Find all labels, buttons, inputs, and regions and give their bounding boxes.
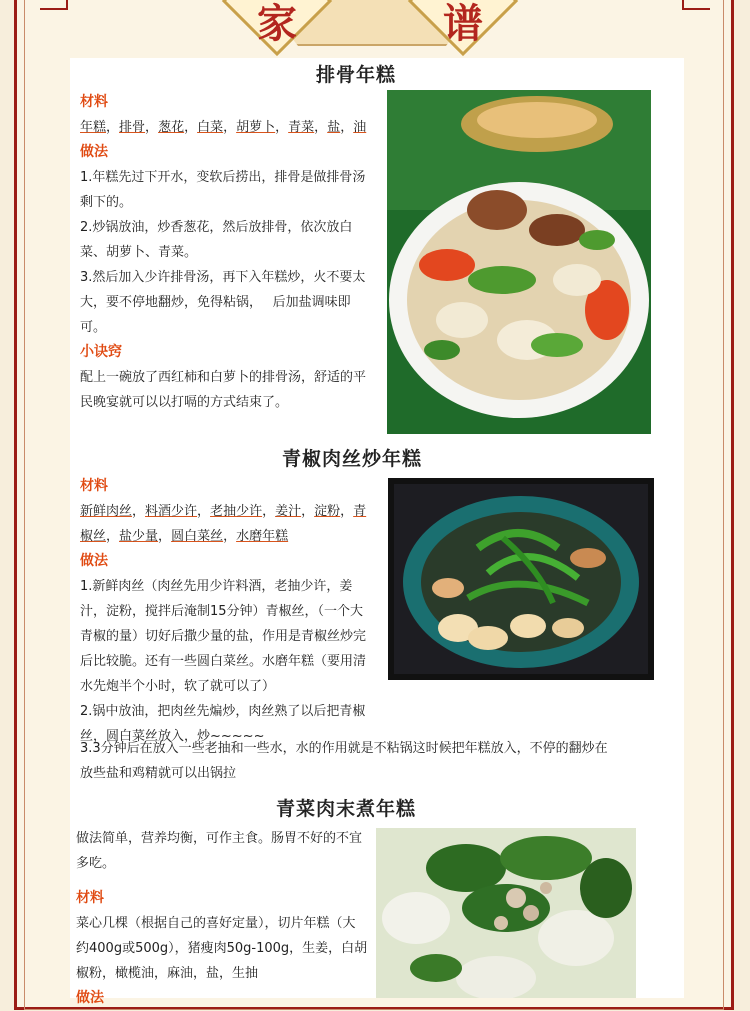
ingredient-item: 姜汁 [275,504,302,519]
method-heading: 做法 [80,144,108,160]
ingredient-item: 老抽少许 [210,504,263,519]
recipe-title: 青椒肉丝炒年糕 [282,448,423,470]
recipe-card-2 [70,438,684,788]
tip-text: 配上一碗放了西红柿和白萝卜的排骨汤，舒适的平民晚宴就可以以打嗝的方式结束了。 [80,370,367,410]
ingredient-separator: ， [158,529,172,544]
ingredient-separator: ， [275,120,289,135]
ingredients-list [80,499,376,549]
recipe-title: 青菜肉末煮年糕 [276,798,417,820]
ingredient-item: 白菜 [197,120,224,135]
ingredient-separator: ， [132,504,146,519]
ingredient-separator: ， [314,120,328,135]
ingredient-item: 新鲜肉丝 [80,504,133,519]
step-2: 2.锅中放油，把肉丝先煸炒，肉丝熟了以后把青椒丝，圆白菜丝放入，炒~~~~~ [80,704,366,744]
frame-corner-ornament [682,0,710,10]
ingredient-item: 年糕 [80,120,107,135]
recipe-text [80,474,376,749]
ingredient-item: 盐少量 [119,529,159,544]
ingredient-separator: ， [184,120,198,135]
ingredient-separator: ， [106,120,120,135]
recipe-text-wide [80,736,620,786]
step-1: 1.年糕先过下开水，变软后捞出，排骨是做排骨汤剩下的。 [80,170,366,210]
tip-heading: 小诀窍 [80,344,122,360]
ingredient-separator: ， [340,504,354,519]
dish-photo-green-pepper-pork-rice-cake [388,478,654,680]
ingredient-separator: ， [197,504,211,519]
ingredient-item: 淀粉 [314,504,341,519]
dish-photo-pork-rib-rice-cake [387,90,651,434]
ingredient-separator: ， [340,120,354,135]
recipe-text [80,90,376,415]
ingredient-separator: ， [145,120,159,135]
ingredients-heading: 材料 [80,94,108,110]
ingredient-item: 排骨 [119,120,146,135]
step-3: 3.然后加入少许排骨汤，再下入年糕炒，火不要太大，要不停地翻炒，免得粘锅， 后加盐调味即可。 [80,270,366,335]
ingredient-item: 料酒少许 [145,504,198,519]
recipe-card-3 [70,788,684,1006]
banner-char-left: 家 [257,0,297,47]
recipe-card-1 [70,58,684,438]
ingredients-list [80,115,376,140]
step-3: 3.3分钟后在放入一些老抽和一些水，水的作用就是不粘锅这时候把年糕放入，不停的翻炒在放些盐和鸡精就可以出锅拉 [80,741,608,781]
ingredient-item: 胡萝卜 [236,120,276,135]
ingredient-separator: ， [262,504,276,519]
ingredients-heading: 材料 [76,890,104,906]
ingredient-item: 水磨年糕 [236,529,289,544]
ingredients-list: 菜心几棵（根据自己的喜好定量），切片年糕（大约400g或500g），猪瘦肉50g-100g，生姜，白胡椒粉，橄榄油，麻油，盐，生抽 [76,916,368,981]
recipe-title: 排骨年糕 [316,64,397,86]
ingredient-item: 葱花 [158,120,185,135]
recipe-text [76,826,368,1011]
intro-text: 做法简单，营养均衡，可作主食。肠胃不好的不宜多吃。 [76,831,363,871]
frame-corner-ornament [40,0,68,10]
ingredient-item: 油 [353,120,367,135]
ingredient-separator: ， [301,504,315,519]
ingredients-heading: 材料 [80,478,108,494]
method-heading: 做法 [80,553,108,569]
header-banner [200,0,540,47]
step-2: 2.炒锅放油，炒香葱花，然后放排骨，依次放白菜、胡萝卜、青菜。 [80,220,353,260]
ingredient-item: 青椒丝 [80,504,367,544]
method-heading: 做法 [76,990,104,1006]
banner-char-right: 谱 [443,0,483,47]
ingredient-separator: ， [223,120,237,135]
ingredient-separator: ， [223,529,237,544]
ingredient-item: 青菜 [288,120,315,135]
ingredient-separator: ， [106,529,120,544]
ingredient-item: 盐 [327,120,341,135]
step-1: 1.新鲜肉丝（肉丝先用少许料酒，老抽少许，姜汁，淀粉，搅拌后淹制15分钟）青椒丝，（一个大青椒的量）切好后撒少量的盐，作用是青椒丝炒完后比较脆。还有一些圆白菜丝。水磨年糕（要用清水先炮半个小时，软了就可以了） [80,579,367,694]
dish-photo-greens-minced-pork-rice-cake-soup [376,828,636,998]
ingredient-item: 圆白菜丝 [171,529,224,544]
